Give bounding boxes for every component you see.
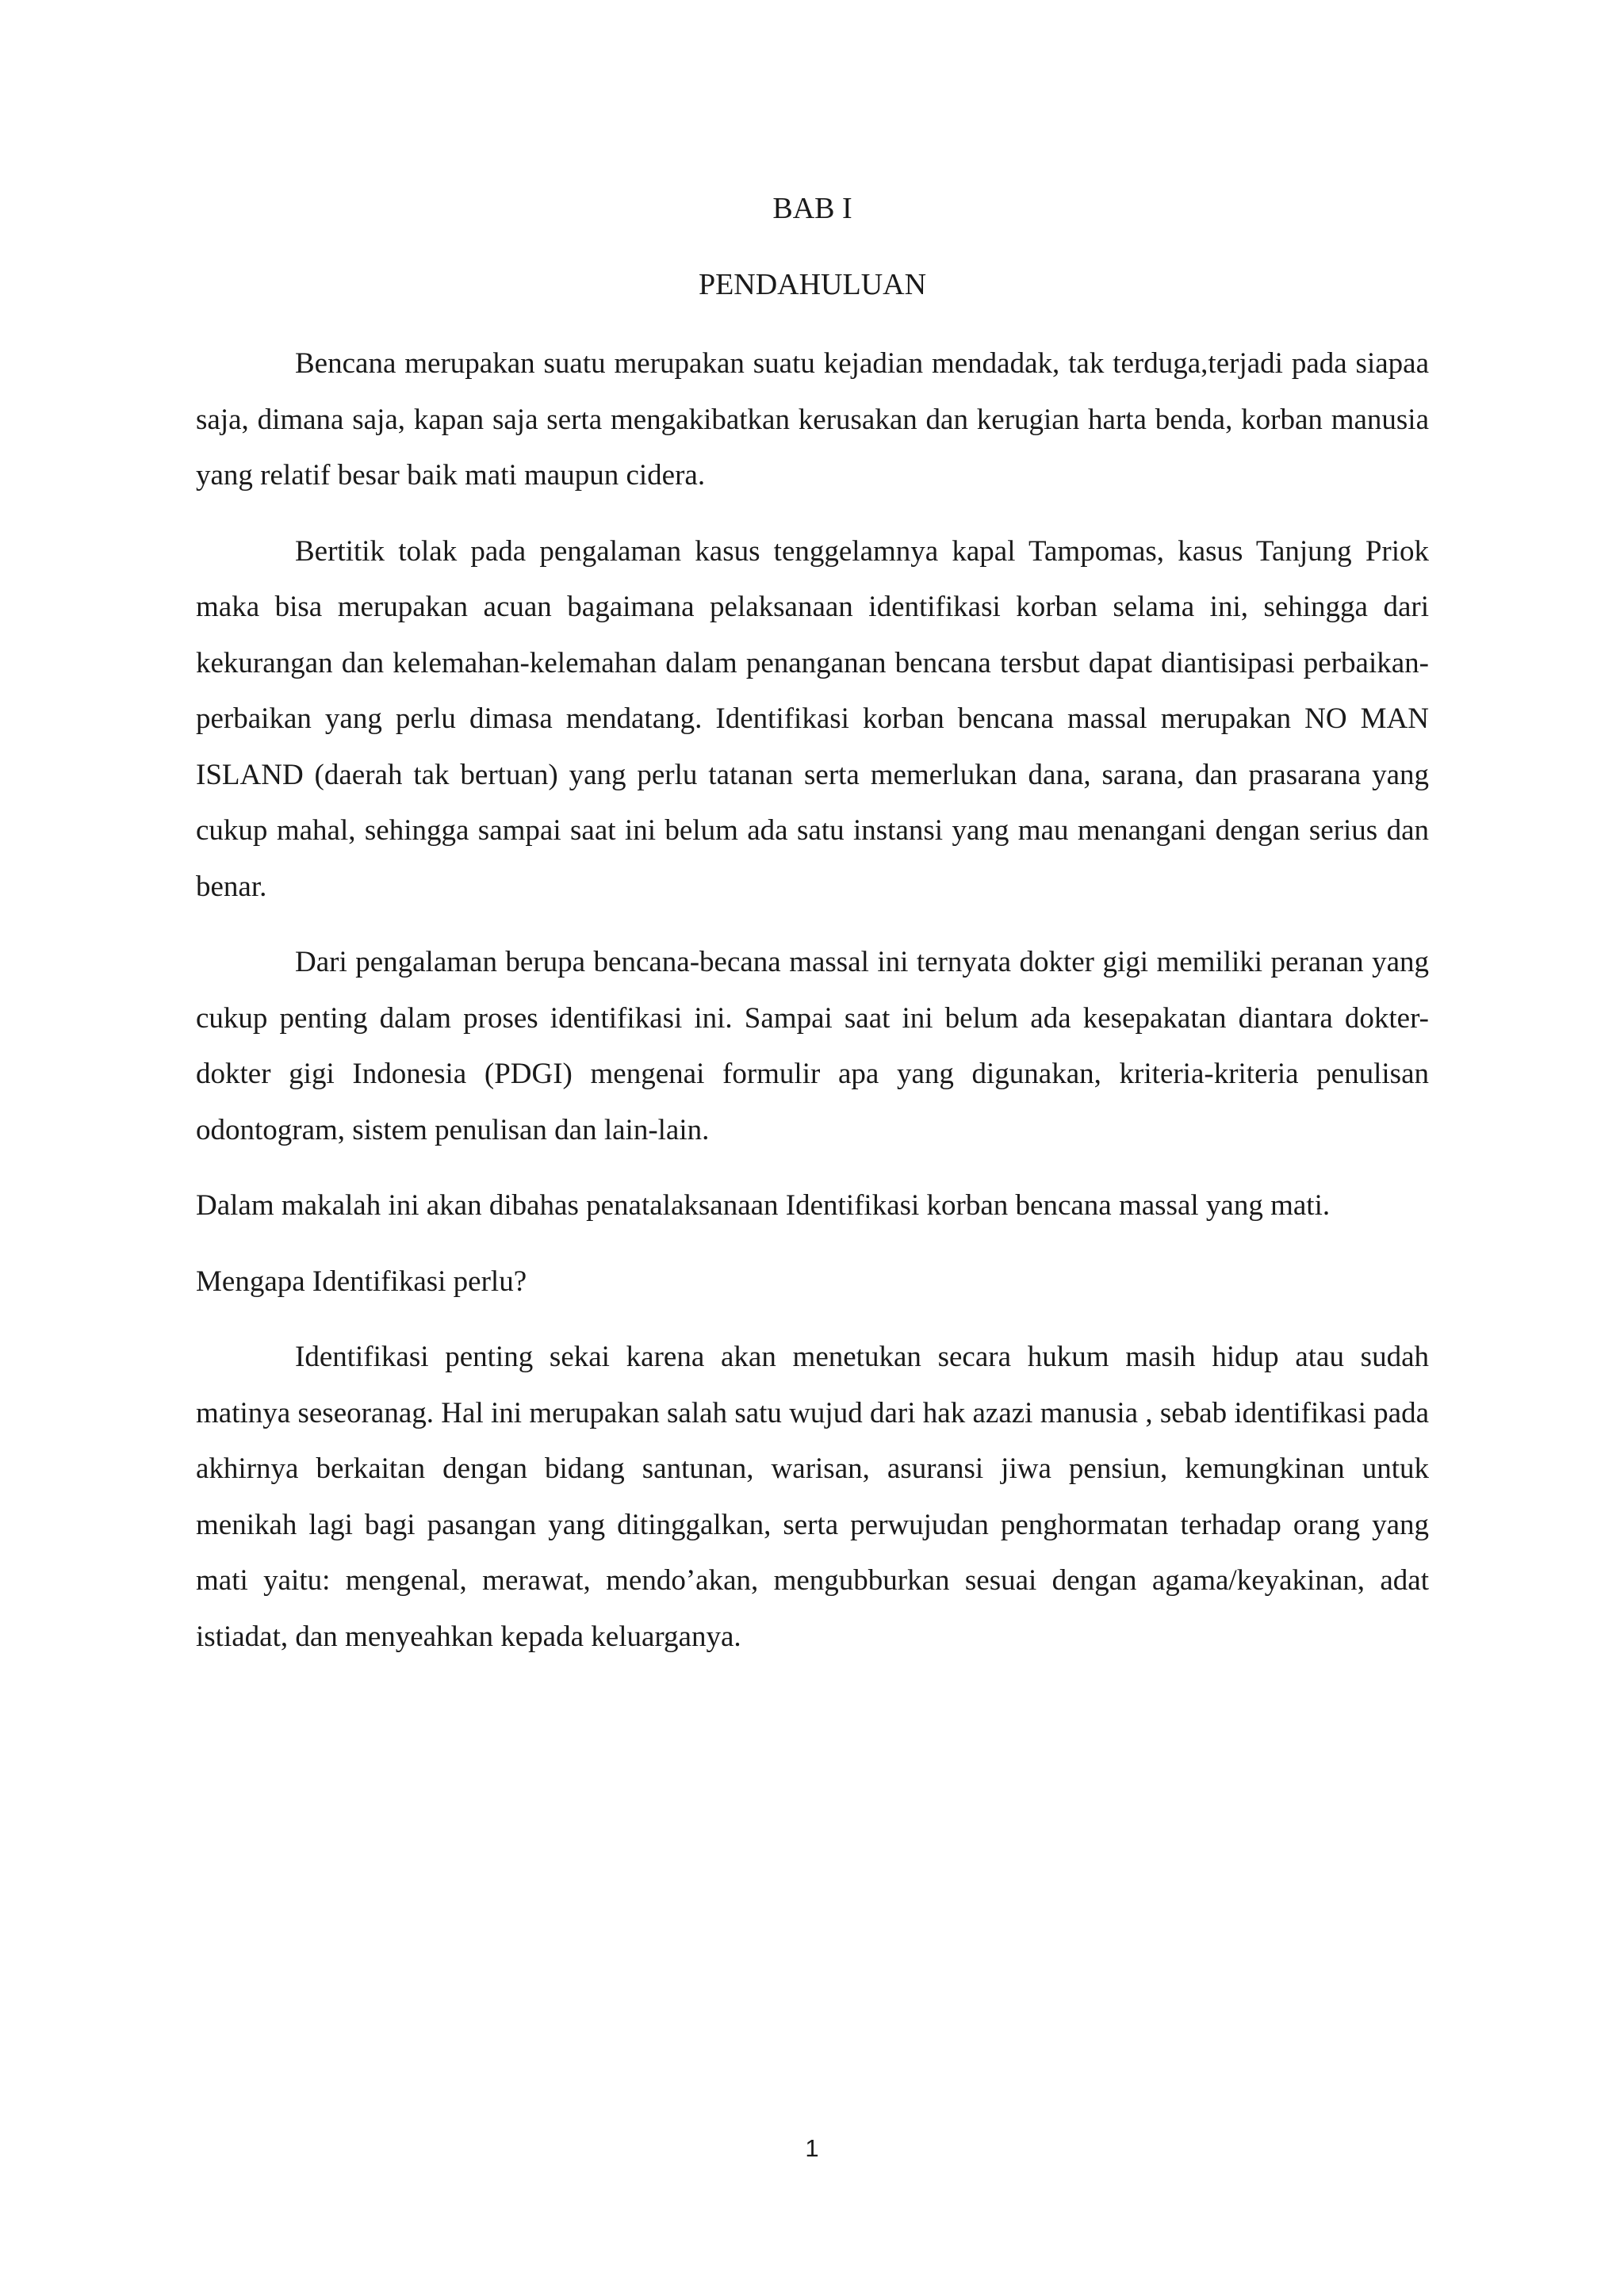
- chapter-heading: BAB I: [772, 192, 852, 225]
- paragraph-identification-importance: Identifikasi penting sekai karena akan menetukan secara hukum masih hidup atau sudah matinya seseoranag. Hal ini merupakan salah satu wujud dari hak azazi manusia , sebab identifikasi pada akhirnya berkaitan dengan bidang santunan, warisan, asuransi jiwa pensiun, kemungkinan untuk menikah lagi bagi pasangan yang ditinggalkan, serta perwujudan penghormatan terhadap orang yang mati yaitu: mengenal, merawat, mendo’akan, mengubburkan sesuai dengan agama/keyakinan, adat istiadat, dan menyeahkan kepada keluarganya.: [196, 1341, 1429, 1653]
- paragraph-experience-cases: Bertitik tolak pada pengalaman kasus tenggelamnya kapal Tampomas, kasus Tanjung Priok maka bisa merupakan acuan bagaimana pelaksanaan identifikasi korban selama ini, sehingga dari kekurangan dan kelemahan-kelemahan dalam penanganan bencana tersbut dapat diantisipasi perbaikan-perbaikan yang perlu dimasa mendatang. Identifikasi korban bencana massal merupakan NO MAN ISLAND (daerah tak bertuan) yang perlu tatanan serta memerlukan dana, sarana, dan prasarana yang cukup mahal, sehingga sampai saat ini belum ada satu instansi yang mau menangani dengan serius dan benar.: [196, 534, 1429, 903]
- paragraph-bencana-definition: Bencana merupakan suatu merupakan suatu kejadian mendadak, tak terduga,terjadi pada siapaa saja, dimana saja, kapan saja serta mengakibatkan kerusakan dan kerugian harta benda, korban manusia yang relatif besar baik mati maupun cidera.: [196, 347, 1429, 492]
- paragraph-scope: Dalam makalah ini akan dibahas penatalaksanaan Identifikasi korban bencana massal yang mati.: [196, 1189, 1331, 1222]
- chapter-title: PENDAHULUAN: [698, 268, 927, 301]
- page-content: [196, 189, 1429, 1685]
- section-question-heading: Mengapa Identifikasi perlu?: [196, 1265, 527, 1298]
- page-number: 1: [805, 2134, 819, 2162]
- paragraph-dentist-role: Dari pengalaman berupa bencana-becana massal ini ternyata dokter gigi memiliki peranan yang cukup penting dalam proses identifikasi ini. Sampai saat ini belum ada kesepakatan diantara dokter-dokter gigi Indonesia (PDGI) mengenai formulir apa yang digunakan, kriteria-kriteria penulisan odontogram, sistem penulisan dan lain-lain.: [196, 946, 1429, 1146]
